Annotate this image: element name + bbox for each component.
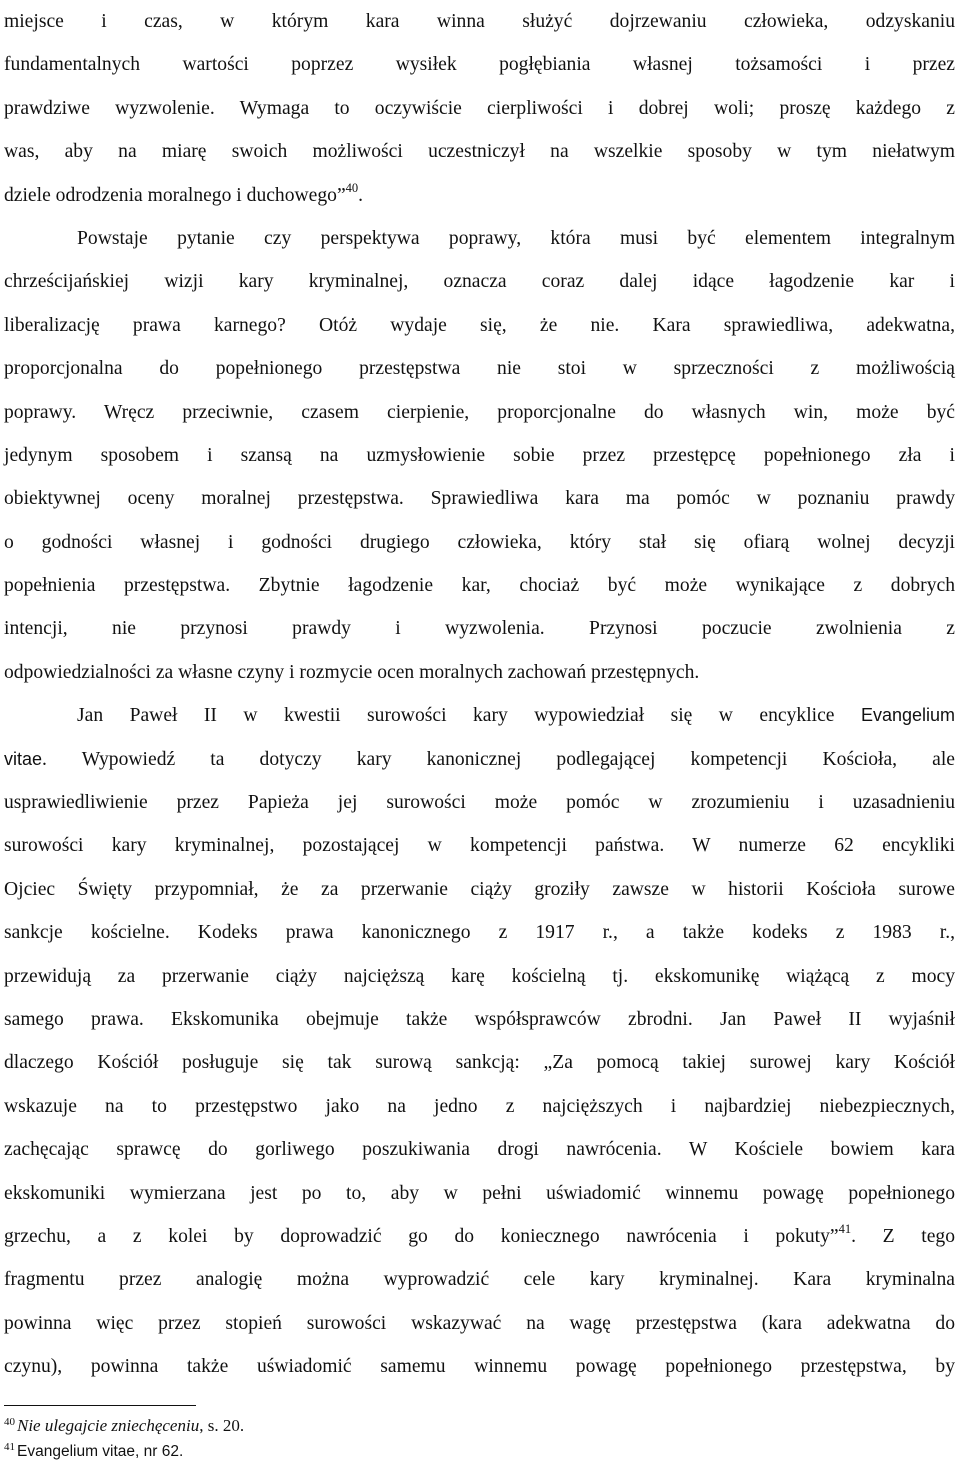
text-line: o godności własnej i godności drugiego człowieka, który stał się ofiarą wolnej decyzji (4, 531, 955, 553)
text-line: przewidują za przerwanie ciąży najcięższą karę kościelną tj. ekskomunikę wiążącą z mocy (4, 965, 955, 987)
text-line: intencji, nie przynosi prawdy i wyzwolenia. Przynosi poczucie zwolnienia z (4, 618, 955, 640)
text-line: ekskomuniki wymierzana jest po to, aby w pełni uświadomić winnemu powagę popełnionego (4, 1182, 955, 1204)
text-line: chrześcijańskiej wizji kary kryminalnej, oznacza coraz dalej idące łagodzenie kar i (4, 271, 955, 293)
text-segment: grzechu, a z kolei by doprowadzić go do koniecznego nawrócenia i pokuty” (4, 1225, 839, 1247)
text-line: Ojciec Święty przypomniał, że za przerwanie ciąży groziły zawsze w historii Kościoła surowe (4, 878, 955, 900)
text-line: surowości kary kryminalnej, pozostającej w kompetencji państwa. W numerze 62 encykliki (4, 835, 955, 857)
text-line: jedynym sposobem i szansą na uzmysłowienie sobie przez przestępcę popełnionego zła i (4, 444, 955, 466)
text-line (4, 738, 955, 781)
footnote-number: 40 (4, 1416, 15, 1428)
footnote-title: Nie ulegajcie zniechęceniu (17, 1416, 200, 1435)
text-line: samego prawa. Ekskomunika obejmuje także współsprawców zbrodni. Jan Paweł II wyjaśnił (4, 1008, 955, 1030)
footnote-ref-40: 40 (345, 180, 359, 195)
text-line: fragmentu przez analogię można wyprowadzić cele kary kryminalnej. Kara kryminalna (4, 1269, 955, 1291)
footnote-41 (4, 1440, 183, 1464)
text-line (4, 174, 955, 217)
text-line: fundamentalnych wartości poprzez wysiłek pogłębiania własnej tożsamości i przez (4, 54, 955, 76)
text-line: proporcjonalna do popełnionego przestępstwa nie stoi w sprzeczności z możliwością (4, 358, 955, 380)
text-segment: dziele odrodzenia moralnego i duchowego” (4, 184, 346, 206)
text-line: dlaczego Kościół posługuje się tak surową sankcją: „Za pomocą takiej surowej kary Kościół (4, 1052, 955, 1074)
text-line: miejsce i czas, w którym kara winna służyć dojrzewaniu człowieka, odzyskaniu (4, 11, 955, 32)
period: . (358, 184, 364, 206)
footnote-ref-41: 41 (838, 1221, 852, 1236)
text-line: poprawy. Wręcz przeciwnie, czasem cierpienie, proporcjonalne do własnych win, może być (4, 401, 955, 423)
paragraph-first-line (4, 694, 955, 737)
footnote-40 (4, 1415, 244, 1439)
text-line: powinna więc przez stopień surowości wskazywać na wagę przestępstwa (kara adekwatna do (4, 1312, 955, 1334)
footnote-number: 41 (4, 1441, 15, 1453)
text-line (4, 1215, 955, 1258)
text-line: wskazuje na to przestępstwo jako na jedno z najcięższych i najbardziej niebezpiecznych, (4, 1095, 955, 1117)
text-line: liberalizację prawa karnego? Otóż wydaje się, że nie. Kara sprawiedliwa, adekwatna, (4, 314, 955, 336)
text-segment: Jan Paweł II w kwestii surowości kary wypowiedział się w encyklice (77, 705, 835, 727)
text-line: obiektywnej oceny moralnej przestępstwa. Sprawiedliwa kara ma pomóc w poznaniu prawdy (4, 488, 955, 510)
document-page (4, 0, 955, 1389)
text-line: was, aby na miarę swoich możliwości uczestniczył na wszelkie sposoby w tym niełatwym (4, 141, 955, 163)
encyclical-title: Evangelium (860, 705, 955, 726)
encyclical-title: vitae (4, 748, 43, 769)
text-line: czynu), powinna także uświadomić samemu winnemu powagę popełnionego przestępstwa, by (4, 1356, 955, 1378)
footnote-text: , s. 20. (199, 1416, 245, 1435)
text-line: odpowiedzialności za własne czyny i rozmycie ocen moralnych zachowań przestępnych. (4, 661, 700, 683)
text-line: prawdziwe wyzwolenie. Wymaga to oczywiście cierpliwości i dobrej woli; proszę każdego z (4, 97, 955, 119)
text-line: zachęcając sprawcę do gorliwego poszukiwania drogi nawrócenia. W Kościele bowiem kara (4, 1139, 955, 1161)
text-line: popełnienia przestępstwa. Zbytnie łagodzenie kar, chociaż być może wynikające z dobrych (4, 575, 955, 597)
text-line: usprawiedliwienie przez Papieża jej surowości może pomóc w zrozumieniu i uzasadnieniu (4, 792, 955, 814)
paragraph-first-line: Powstaje pytanie czy perspektywa poprawy, która musi być elementem integralnym (77, 227, 955, 249)
text-line: sankcje kościelne. Kodeks prawa kanonicznego z 1917 r., a także kodeks z 1983 r., (4, 922, 955, 944)
text-segment: . Wypowiedź ta dotyczy kary kanonicznej podlegającej kompetencji Kościoła, ale (42, 748, 955, 770)
text-segment: . Z tego (851, 1225, 955, 1247)
footnote-separator (4, 1405, 196, 1406)
footnote-text: Evangelium vitae, nr 62. (17, 1443, 184, 1460)
